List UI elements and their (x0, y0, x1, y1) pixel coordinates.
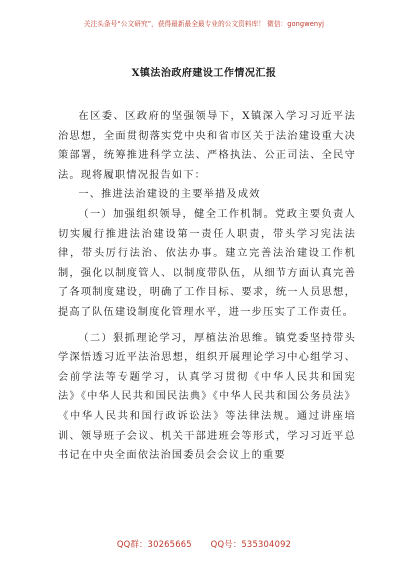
section-heading: 一、推进法治建设的主要举措及成效 (78, 189, 261, 201)
document-title: X镇法治政府建设工作情况汇报 (131, 68, 277, 79)
qq-group-link[interactable]: QQ群：30265665 (116, 539, 192, 549)
footer-contact (0, 538, 408, 550)
intro-paragraph: 在区委、区政府的坚强领导下，X镇深入学习习近平法治思想，全面贯彻落实党中央和省市区关于法治建设重大决策部署，统筹推进科学立法、严格执法、公正司法、全民守法。现将履职情况报告如下： (58, 111, 356, 181)
qq-number-link[interactable]: QQ号：535304092 (210, 539, 292, 549)
item-paragraph: （一）加强组织领导，健全工作机制。党政主要负责人切实履行推进法治建设第一责任人职责，带头学习宪法法律，带头厉行法治、依法办事。建立完善法治建设工作机制，强化以制度管人、以制度带队伍，从细节方面认真完善了各项制度建设，明确了工作目标、要求，统一人员思想，提高了队伍建设制度化管理水平，进一步压实了工作责任。 (58, 208, 356, 318)
item-paragraph: （二）狠抓理论学习，厚植法治思维。镇党委坚持带头学深悟透习近平法治思想，组织开展理论学习中心组学习、会前学法等专题学习，认真学习贯彻《中华人民共和国宪法》《中华人民共和国民法典》《中华人民共和国公务员法》《中华人民共和国行政诉讼法》等法律法规。通过讲座培训、领导班子会议、机关干部进班会等形式，学习习近平总书记在中央全面依法治国委员会会议上的重要 (58, 332, 356, 462)
document-body (58, 107, 356, 466)
promo-banner: 关注头条号“公文研究”，获得最新最全最专业的公文资料库！ 微信：gongwenyj (83, 20, 325, 28)
